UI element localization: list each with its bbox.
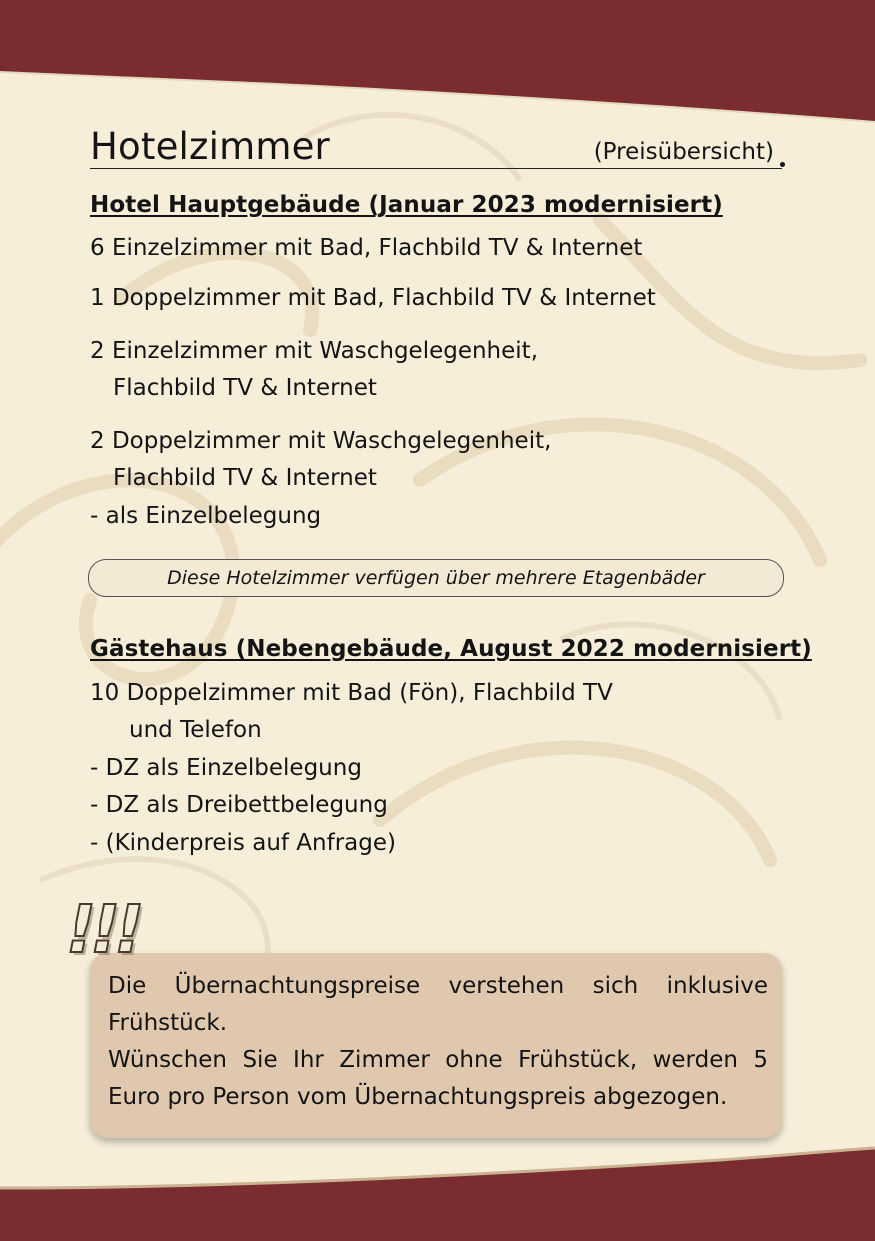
room-line: - als Einzelbelegung [90,503,322,529]
room-line: Flachbild TV & Internet [113,465,377,491]
breakfast-deduction-text: Wünschen Sie Ihr Zimmer ohne Frühstück, werden 5 Euro pro Person vom Übernachtungspreis abgezogen. [108,1047,768,1110]
room-line: 2 Einzelzimmer mit Waschgelegenheit, [90,338,539,364]
page-subtitle: (Preisübersicht) [593,139,774,165]
room-line: Flachbild TV & Internet [113,375,377,401]
title-dot [780,162,785,167]
room-line: - DZ als Einzelbelegung [90,755,362,781]
breakfast-info-text [108,968,768,1116]
room-line: 10 Doppelzimmer mit Bad (Fön), Flachbild TV [90,680,613,706]
title-row [90,126,782,169]
guest-house-heading: Gästehaus (Nebengebäude, August 2022 modernisiert) [90,636,812,662]
floor-bathroom-notice: Diese Hotelzimmer verfügen über mehrere Etagenbäder [88,559,784,597]
room-line: und Telefon [129,717,262,743]
room-line: 1 Doppelzimmer mit Bad, Flachbild TV & Internet [90,285,656,311]
exclamation-marks: !!! [66,891,139,968]
page-title: Hotelzimmer [90,125,330,168]
breakfast-info-box [90,953,782,1138]
room-line: 2 Doppelzimmer mit Waschgelegenheit, [90,428,552,454]
breakfast-included-text: Die Übernachtungspreise verstehen sich inklusive Frühstück. [108,973,768,1036]
main-building-heading: Hotel Hauptgebäude (Januar 2023 modernisiert) [90,192,723,218]
room-line: - DZ als Dreibettbelegung [90,792,388,818]
room-line: 6 Einzelzimmer mit Bad, Flachbild TV & Internet [90,235,643,261]
room-line: - (Kinderpreis auf Anfrage) [90,830,396,856]
